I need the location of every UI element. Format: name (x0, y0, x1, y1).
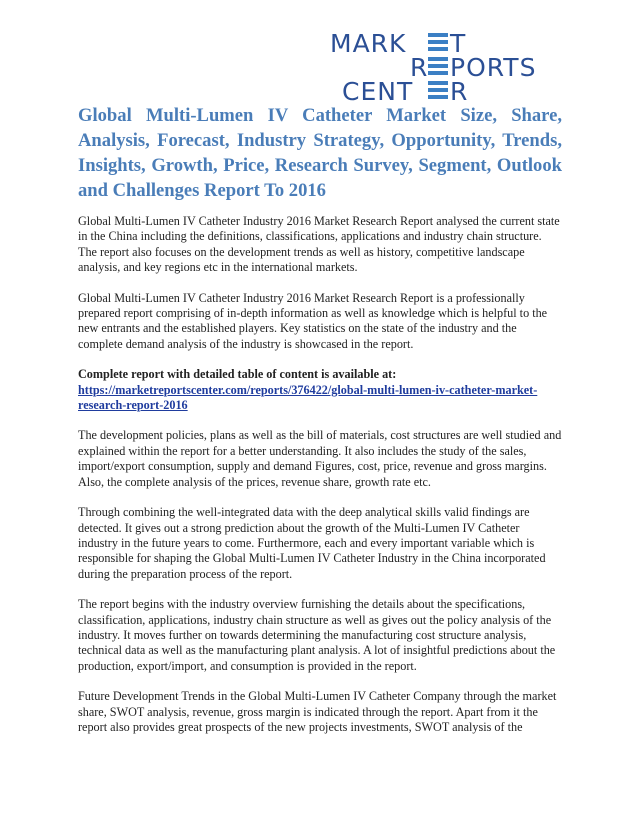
report-link[interactable]: https://marketreportscenter.com/reports/376422/global-multi-lumen-iv-catheter-market-research-report-2016 (78, 382, 538, 413)
report-link-label: Complete report with detailed table of content is available at: (78, 367, 397, 382)
logo-line1-end: T (450, 29, 466, 58)
logo-line3: CENT (342, 77, 414, 106)
paragraph: The development policies, plans as well as the bill of materials, cost structures are well studied and explained within the report for a better understanding. It also includes the study of the sales, import/export consumption, supply and demand Figures, cost, price, revenue and gross margins. Also, the complete analysis of the prices, revenue share, growth rate etc. (78, 428, 562, 489)
market-reports-center-logo (330, 28, 560, 106)
logo-bars-3 (428, 81, 448, 99)
logo-graphic (330, 28, 560, 106)
logo-line2-rest: PORTS (450, 53, 537, 82)
logo-bars-1 (428, 33, 448, 51)
logo-line2-r: R (410, 53, 428, 82)
report-body (78, 214, 562, 750)
paragraph: The report begins with the industry overview furnishing the details about the specifications, classification, applications, industry chain structure as well as gives out the policy analysis of the industry. It moves further on towards determining the manufacturing cost structure analysis, technical data as well as the manufacturing plant analysis. A lot of insightful predictions about the production, export/import, and consumption is provided in the report. (78, 597, 556, 673)
report-link-block (78, 367, 562, 413)
logo-bars-2 (428, 57, 448, 75)
report-title: Global Multi-Lumen IV Catheter Market Size, Share, Analysis, Forecast, Industry Strategy, Opportunity, Trends, Insights, Growth, Price, Research Survey, Segment, Outlook and Challenges Report To 2016 (78, 105, 562, 201)
paragraph: Global Multi-Lumen IV Catheter Industry 2016 Market Research Report analysed the current state in the China including the definitions, classifications, applications and industry chain structure. The report also focuses on the development trends as well as history, competitive landscape analysis, and key regions etc in the international markets. (78, 214, 560, 275)
paragraph: Global Multi-Lumen IV Catheter Industry 2016 Market Research Report is a professionally prepared report comprising of in-depth information as well as knowledge which is helpful to the new entrants and the established players. Key statistics on the state of the industry and the complete demand analysis of the industry is showcased in the report. (78, 290, 548, 351)
logo-line3-end: R (450, 77, 468, 106)
paragraph: Future Development Trends in the Global Multi-Lumen IV Catheter Company through the market share, SWOT analysis, revenue, gross margin is indicated through the report. Apart from it the report also provides great prospects of the new projects investments, SWOT analysis of the (78, 689, 557, 734)
logo-line1: MARK (330, 29, 407, 58)
paragraph: Through combining the well-integrated data with the deep analytical skills valid findings are detected. It gives out a strong prediction about the growth of the Multi-Lumen IV Catheter industry in the future years to come. Furthermore, each and every important variable which is responsible for shaping the Global Multi-Lumen IV Catheter Industry in the China incorporated during the preparation process of the report. (78, 505, 546, 581)
